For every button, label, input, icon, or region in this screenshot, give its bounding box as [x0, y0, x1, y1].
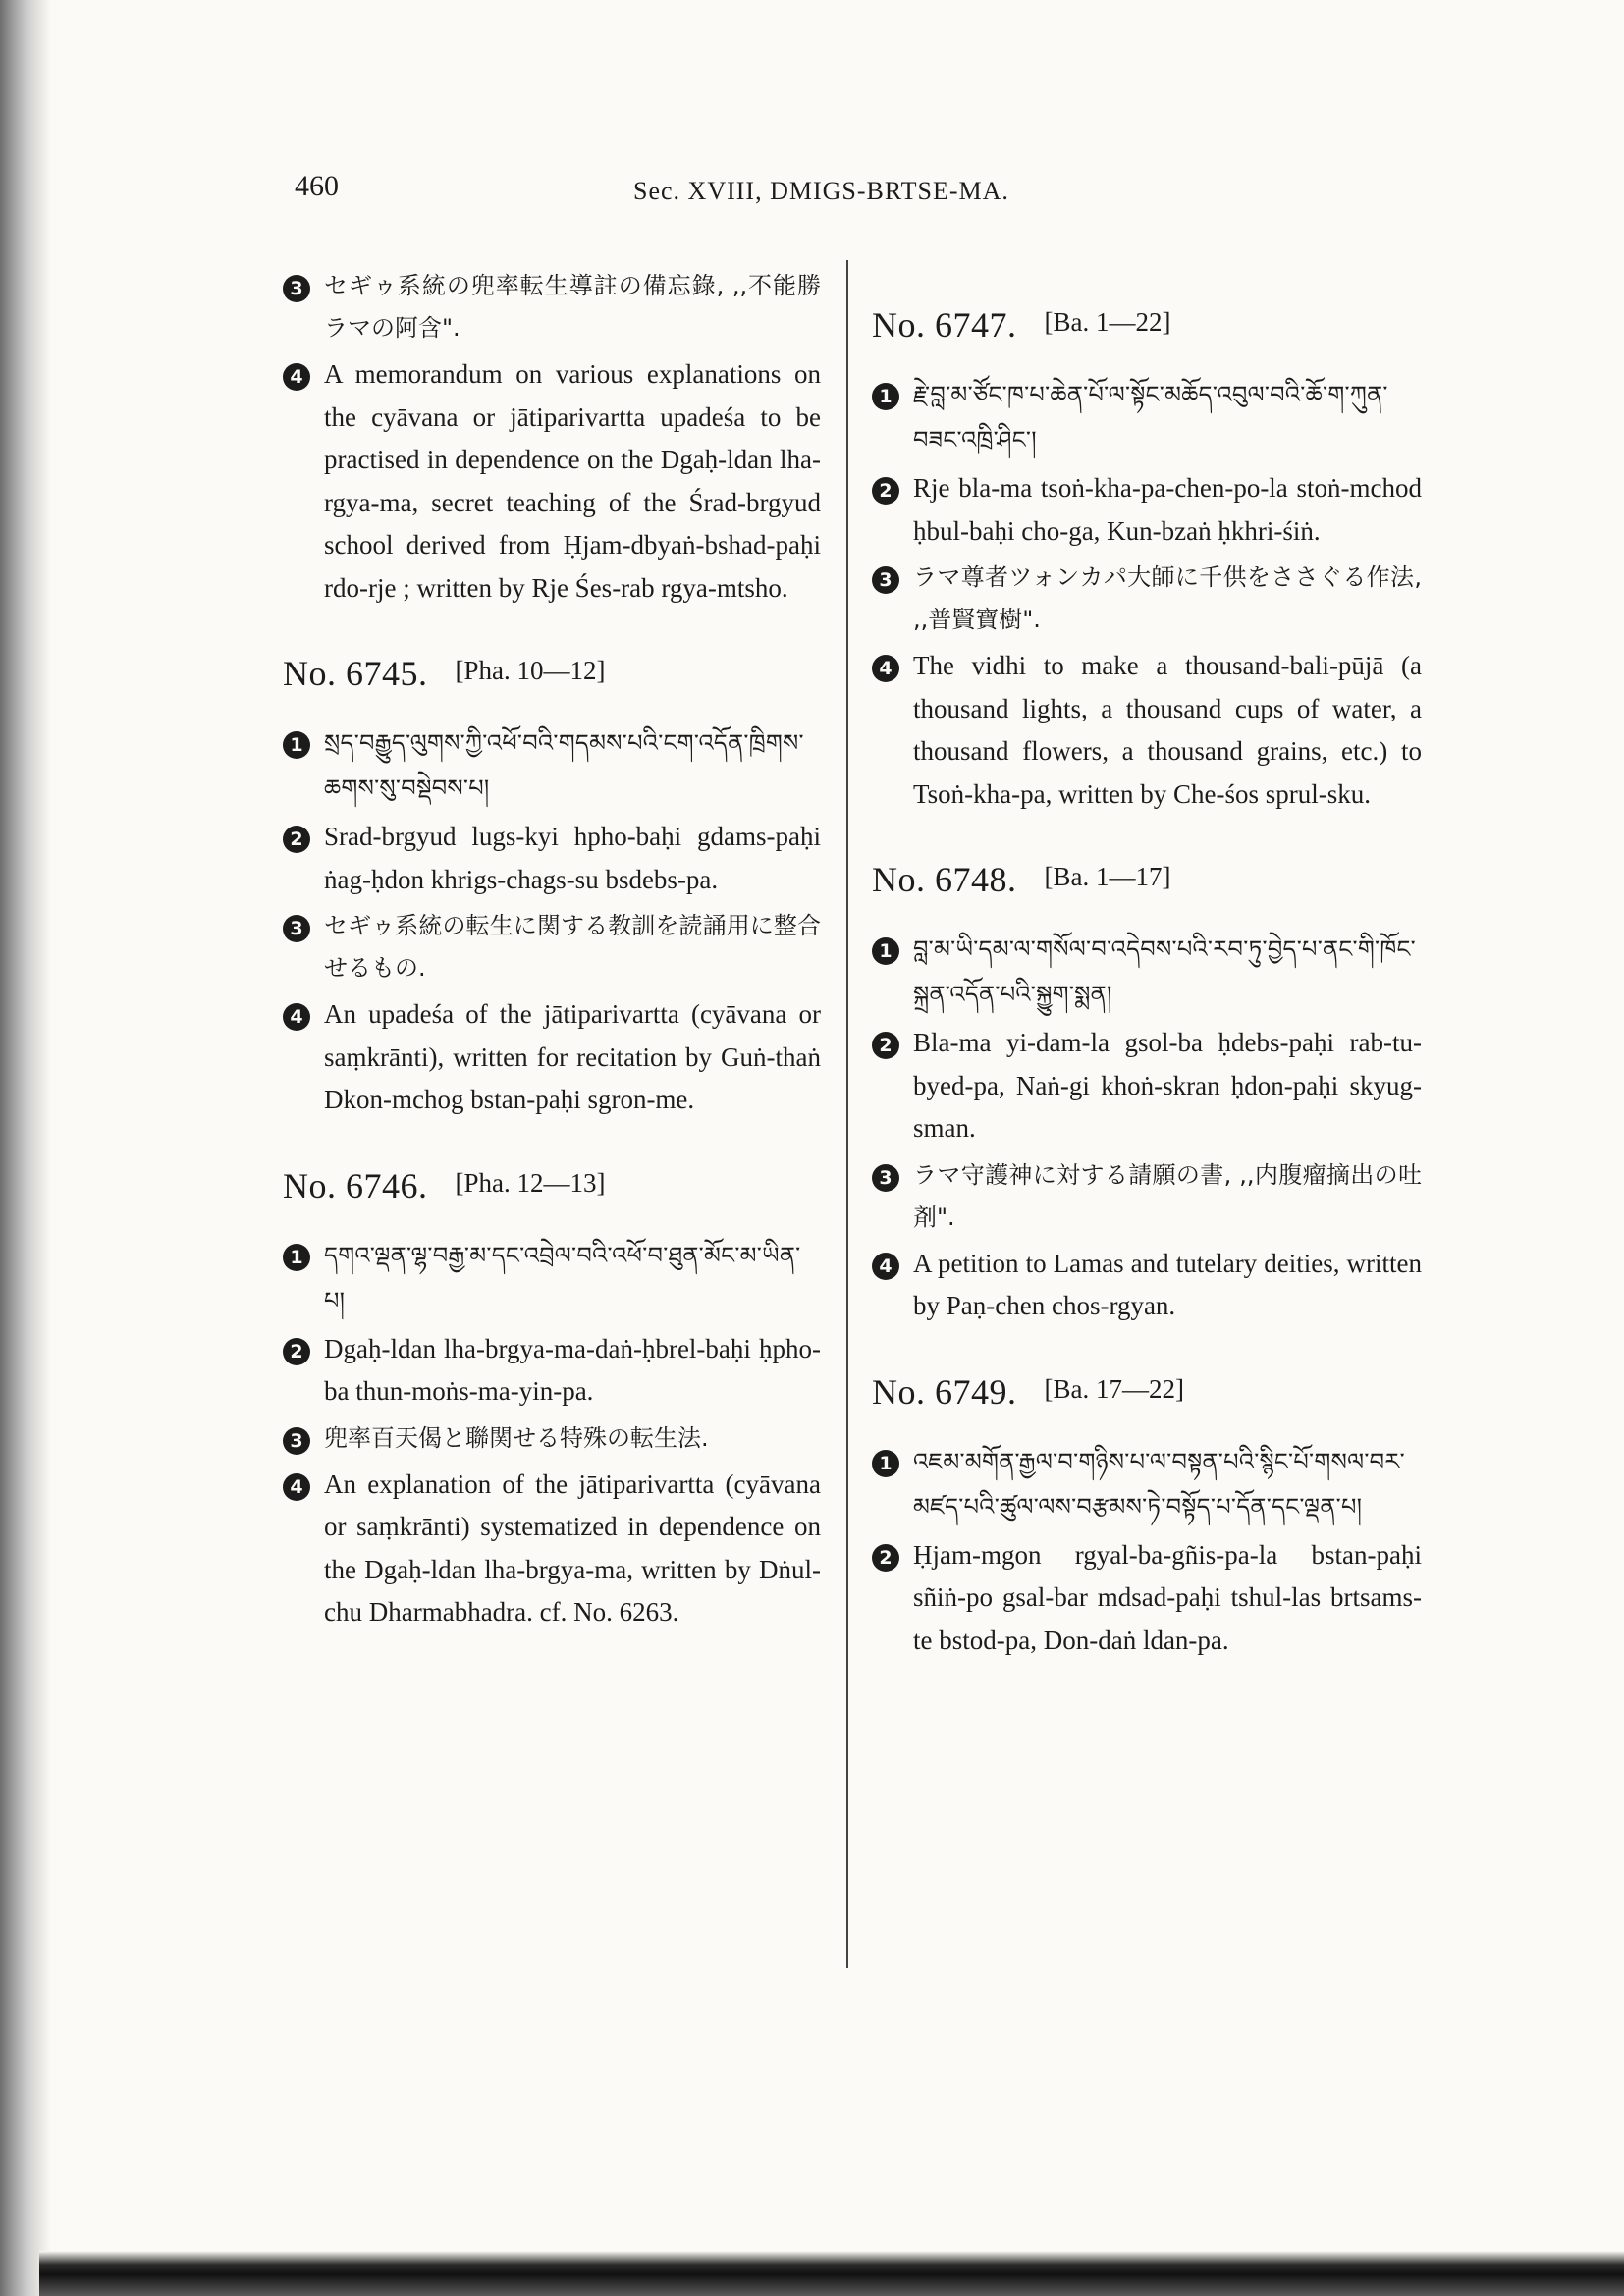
circled-number-marker: 3	[283, 915, 310, 942]
list-item	[872, 373, 1422, 463]
entry-folio-ref: [Ba. 1—17]	[1044, 862, 1171, 891]
circled-number-marker: 2	[872, 477, 899, 505]
circled-number-marker: 1	[872, 1450, 899, 1477]
circled-number-marker: 1	[872, 383, 899, 410]
circled-number-marker: 1	[283, 1244, 310, 1271]
list-item	[872, 1243, 1422, 1328]
list-item	[872, 1534, 1422, 1663]
list-item	[283, 1417, 821, 1460]
entry-heading	[872, 1371, 1422, 1413]
circled-number-marker: 1	[872, 937, 899, 965]
list-item	[283, 1328, 821, 1414]
running-head: Sec. XVIII, DMIGS-BRTSE-MA.	[633, 177, 1009, 205]
circled-number-marker: 3	[872, 1164, 899, 1192]
scan-bottom-edge	[39, 2251, 1624, 2296]
list-item	[872, 645, 1422, 816]
entry-heading	[283, 653, 821, 694]
list-item	[872, 1022, 1422, 1150]
column-divider	[846, 260, 848, 1968]
circled-number-marker: 3	[283, 275, 310, 302]
tibetan-title: རྗེ་བླ་མ་ཙོང་ཁ་པ་ཆེན་པོ་ལ་སྟོང་མཆོད་འབུལ་བའི་ཆོ་ག་ཀུན་བཟང་འཁྲི་ཤིང་།	[913, 383, 1388, 454]
entry-number: No. 6747.	[872, 305, 1017, 345]
entry-heading	[872, 304, 1422, 346]
entry-folio-ref: [Ba. 17—22]	[1044, 1373, 1184, 1404]
entry-folio-ref: [Pha. 10—12]	[455, 656, 606, 685]
entry-number: No. 6745.	[283, 654, 428, 693]
tibetan-title: དགའ་ལྡན་ལྷ་བརྒྱ་མ་དང་འབྲེལ་བའི་འཕོ་བ་ཐུན་མོང་མ་ཡིན་པ།	[324, 1243, 801, 1314]
english-description: An explanation of the jātiparivartta (cyāvana or saṃkrānti) systematized in dependence on the Dgaḥ-ldan lha-brgya-ma, written by Dṅul-chu Dharmabhadra. cf. No. 6263.	[324, 1468, 821, 1627]
circled-number-marker: 2	[283, 826, 310, 853]
circled-number-marker: 4	[283, 1003, 310, 1031]
circled-number-marker: 4	[283, 363, 310, 391]
circled-number-marker: 1	[283, 731, 310, 759]
english-description: A petition to Lamas and tutelary deities, written by Paṇ-chen chos-rgyan.	[913, 1248, 1422, 1320]
list-item	[283, 905, 821, 989]
circled-number-marker: 2	[283, 1338, 310, 1365]
entry-number: No. 6749.	[872, 1371, 1017, 1412]
tibetan-title: འཇམ་མགོན་རྒྱལ་བ་གཉིས་པ་ལ་བསྟན་པའི་སྙིང་པོ་གསལ་བར་མཛད་པའི་ཚུལ་ལས་བརྩམས་ཏེ་བསྟོད་པ་དོན་དང་ལྡན་པ།	[913, 1449, 1405, 1521]
circled-number-marker: 3	[872, 566, 899, 594]
entry-heading	[283, 1165, 821, 1206]
circled-number-marker: 4	[872, 1253, 899, 1280]
entry-heading	[872, 859, 1422, 900]
list-item	[283, 353, 821, 610]
tibetan-title: བླ་མ་ཡི་དམ་ལ་གསོལ་བ་འདེབས་པའི་རབ་ཏུ་བྱེད་པ་ནང་གི་ཁོང་སྐྲན་འདོན་པའི་སྐྱུག་སྨན།	[913, 937, 1416, 1008]
entry-number: No. 6748.	[872, 860, 1017, 899]
transliterated-title: Dgaḥ-ldan lha-brgya-ma-daṅ-ḥbrel-baḥi ḥpho-ba thun-moṅs-ma-yin-pa.	[324, 1333, 821, 1406]
transliterated-title: Srad-brgyud lugs-kyi hpho-baḥi gdams-paḥi ṅag-ḥdon khrigs-chags-su bsdebs-pa.	[324, 822, 821, 894]
japanese-title: セギゥ系統の転生に関する教訓を読誦用に整合せるもの.	[324, 912, 821, 982]
list-item	[283, 265, 821, 349]
transliterated-title: Bla-ma yi-dam-la gsol-ba ḥdebs-paḥi rab-tu-byed-pa, Naṅ-gi khoṅ-skran ḥdon-paḥi skyug-sman.	[913, 1028, 1422, 1143]
japanese-title: ラマ守護神に対する請願の書, ,,内腹瘤摘出の吐剤".	[913, 1160, 1422, 1231]
list-item	[283, 1464, 821, 1634]
japanese-title: 兜率百天偈と聯関せる特殊の転生法.	[324, 1423, 709, 1452]
right-column	[872, 265, 1422, 1666]
circled-number-marker: 2	[872, 1544, 899, 1572]
entry-number: No. 6746.	[283, 1165, 428, 1205]
circled-number-marker: 3	[283, 1427, 310, 1455]
page-number: 460	[295, 170, 339, 202]
english-description: The vidhi to make a thousand-bali-pūjā (a thousand lights, a thousand cups of water, a thousand flowers, a thousand grains, etc.) to Tsoṅ-kha-pa, written by Che-śos sprul-sku.	[913, 651, 1422, 809]
list-item	[872, 467, 1422, 553]
english-description: An upadeśa of the jātiparivartta (cyāvana or saṃkrānti), written for recitation by Guṅ-thaṅ Dkon-mchog bstan-paḥi sgron-me.	[324, 999, 821, 1114]
left-column	[283, 265, 821, 1638]
circled-number-marker: 4	[872, 655, 899, 682]
list-item	[283, 1234, 821, 1324]
entry-folio-ref: [Pha. 12—13]	[455, 1167, 606, 1198]
japanese-title: セギゥ系統の兜率転生導註の備忘錄, ,,不能勝ラマの阿含".	[324, 272, 821, 342]
transliterated-title: Rje bla-ma tsoṅ-kha-pa-chen-po-la stoṅ-mchod ḥbul-baḥi cho-ga, Kun-bzaṅ ḥkhri-śiṅ.	[913, 473, 1422, 546]
list-item	[872, 1154, 1422, 1239]
list-item	[872, 928, 1422, 1018]
english-description: A memorandum on various explanations on the cyāvana or jātiparivartta upadeśa to be practised in dependence on the Dgaḥ-ldan lha-rgya-ma, secret teaching of the Śrad-brgyud school derived from Ḥjam-dbyaṅ-bshad-paḥi rdo-rje ; written by Rje Śes-rab rgya-mtsho.	[324, 359, 821, 603]
transliterated-title: Ḥjam-mgon rgyal-ba-gñis-pa-la bstan-paḥi sñiṅ-po gsal-bar mdsad-paḥi tshul-las brtsams-te bstod-pa, Don-daṅ ldan-pa.	[913, 1539, 1422, 1655]
list-item	[872, 1440, 1422, 1530]
circled-number-marker: 4	[283, 1473, 310, 1501]
circled-number-marker: 2	[872, 1032, 899, 1059]
tibetan-title: སྲད་བརྒྱུད་ལུགས་ཀྱི་འཕོ་བའི་གདམས་པའི་ངག་འདོན་ཁྲིགས་ཆགས་སུ་བསྡེབས་པ།	[324, 731, 804, 802]
japanese-title: ラマ尊者ツォンカパ大師に千供をささぐる作法, ,,普賢寶樹".	[913, 563, 1422, 633]
list-item	[283, 721, 821, 812]
list-item	[283, 993, 821, 1122]
scan-spine-shadow	[0, 0, 51, 2296]
list-item	[283, 816, 821, 901]
entry-folio-ref: [Ba. 1—22]	[1044, 307, 1171, 337]
list-item	[872, 557, 1422, 641]
